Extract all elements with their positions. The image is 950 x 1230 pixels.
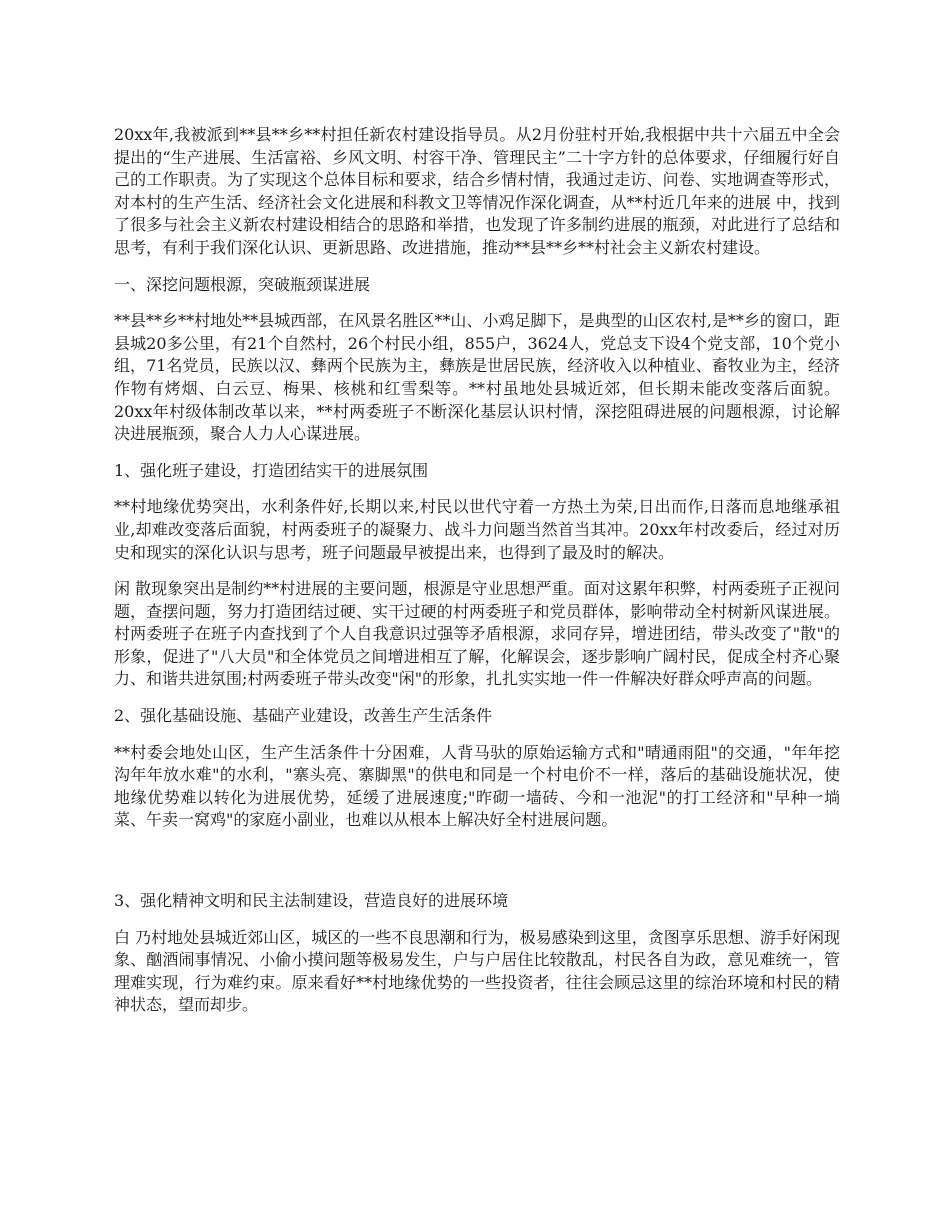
document-page (114, 124, 840, 1031)
section-gap (114, 846, 840, 890)
infrastructure-paragraph: **村委会地处山区，生产生活条件十分困难，人背马驮的原始运输方式和"晴通雨阻"的交通，"年年挖沟年年放水难"的水利，"寨头亮、寨脚黑"的供电和同是一个村电价不一样，落后的基础设施状况，使地缘优势难以转化为进展优势，延缓了进展速度;"昨砌一墙砖、今和一池泥"的打工经济和"早种一埫菜、午卖一窝鸡"的家庭小副业，也难以从根本上解决好全村进展问题。 (114, 742, 840, 830)
subsection-heading-2: 2、强化基础设施、基础产业建设，改善生产生活条件 (114, 706, 493, 726)
subsection-heading-1: 1、强化班子建设，打造团结实干的进展氛围 (114, 460, 429, 480)
civility-paragraph: 白 乃村地处县城近郊山区，城区的一些不良思潮和行为，极易感染到这里，贪图享乐思想、游手好闲现象、酗酒闹事情况、小偷小摸问题等极易发生，户与户居住比较散乱，村民各自为政，意见难统一，管理难实现，行为难约束。原来看好**村地缘优势的一些投资者，往往会顾忌这里的综治环境和村民的精神状态，望而却步。 (114, 927, 840, 1015)
team-building-paragraph-1: **村地缘优势突出，水利条件好,长期以来,村民以世代守着一方热土为荣,日出而作,日落而息地继承祖业,却难改变落后面貌，村两委班子的凝聚力、战斗力问题当然首当其冲。20xx年村改委后，经过对历史和现实的深化认识与思考，班子问题最早被提出来，也得到了最及时的解决。 (114, 497, 840, 562)
subsection-heading-3: 3、强化精神文明和民主法制建设，营造良好的进展环境 (114, 891, 509, 911)
section-heading-1: 一、深挖问题根源，突破瓶颈谋进展 (114, 274, 371, 294)
village-overview-paragraph: **县**乡**村地处**县城西部，在风景名胜区**山、小鸡足脚下，是典型的山区农村,是**乡的窗口，距县城20多公里，有21个自然村，26个村民小组，855户，3624人，党总支下设4个党支部，10个党小组，71名党员，民族以汉、彝两个民族为主，彝族是世居民族，经济收入以种植业、畜牧业为主，经济作物有烤烟、白云豆、梅果、核桃和红雪梨等。**村虽地处县城近郊，但长期未能改变落后面貌。20xx年村级体制改革以来，**村两委班子不断深化基层认识村情，深挖阻碍进展的问题根源，讨论解决进展瓶颈，聚合人力人心谋进展。 (114, 311, 840, 444)
intro-paragraph: 20xx年,我被派到**县**乡**村担任新农村建设指导员。从2月份驻村开始,我根据中共十六届五中全会提出的“生产进展、生活富裕、乡风文明、村容干净、管理民主”二十字方针的总体要求，仔细履行好自己的工作职责。为了实现这个总体目标和要求，结合乡情村情，我通过走访、问卷、实地调查等形式，对本村的生产生活、经济社会文化进展和科教文卫等情况作深化调查，从**村近几年来的进展 中，找到了很多与社会主义新农村建设相结合的思路和举措，也发现了许多制约进展的瓶颈，对此进行了总结和思考，有利于我们深化认识、更新思路、改进措施，推动**县**乡**村社会主义新农村建设。 (114, 125, 840, 257)
team-building-paragraph-2: 闲 散现象突出是制约**村进展的主要问题，根源是守业思想严重。面对这累年积弊，村两委班子正视问题，查摆问题，努力打造团结过硬、实干过硬的村两委班子和党员群体，影响带动全村树新风谋进展。村两委班子在班子内查找到了个人自我意识过强等矛盾根源，求同存异，增进团结，带头改变了"散"的形象，促进了"八大员"和全体党员之间增进相互了解，化解误会，逐步影响广阔村民，促成全村齐心聚力、和谐共进氛围;村两委班子带头改变"闲"的形象，扎扎实实地一件一件解决好群众呼声高的问题。 (114, 579, 840, 689)
